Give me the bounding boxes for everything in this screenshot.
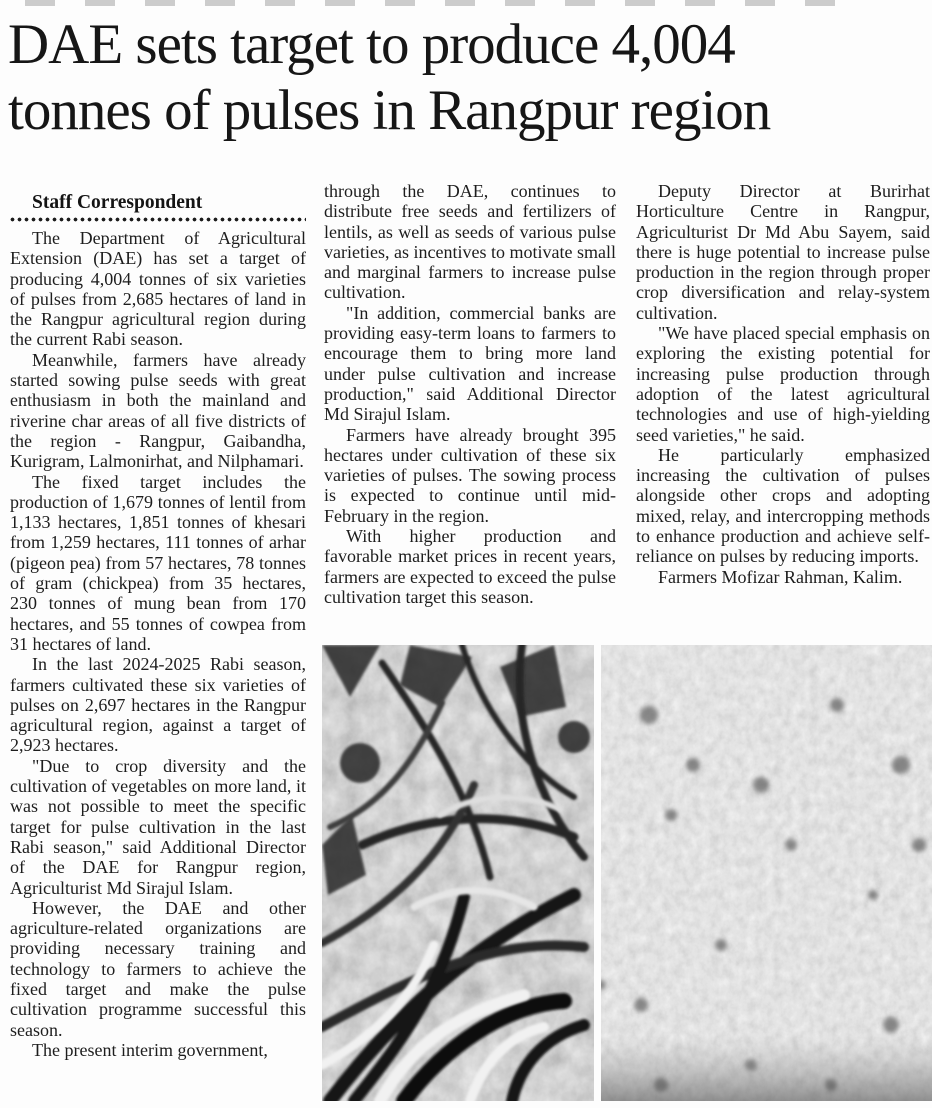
paragraph: "Due to crop diversity and the cultivation of vegetables on more land, it was not possible to meet the specific target for pulse cultivation in the last Rabi season," said Additional Director of the DAE for Rangpur region, Agriculturist Md Sirajul Islam.	[10, 755, 306, 898]
column-1	[10, 192, 306, 1060]
headline-line-1: DAE sets target to produce 4,004	[8, 13, 735, 76]
paragraph: He particularly emphasized increasing the cultivation of pulses alongside other crops and adopting mixed, relay, and intercropping methods to enhance production and achieve self-reliance on pulses by reducing imports.	[636, 444, 930, 567]
paragraph: Deputy Director at Burirhat Horticulture Centre in Rangpur, Agriculturist Dr Md Abu Sayem, said there is huge potential to increase pulse production in the region through proper crop diversification and relay-system cultivation.	[636, 181, 930, 323]
byline-dotted-rule	[10, 217, 306, 222]
paragraph: "We have placed special emphasis on exploring the existing potential for increasing pulse production through adoption of the latest agricultural technologies and use of high-yielding seed varieties," he said.	[636, 323, 930, 445]
byline: Staff Correspondent	[32, 192, 203, 213]
paragraph: The fixed target includes the production of 1,679 tonnes of lentil from 1,133 hectares, 1,851 tonnes of khesari from 1,259 hectares, 111 tonnes of arhar (pigeon pea) from 57 hectares, 78 tonnes of gram (chickpea) from 35 hectares, 230 tonnes of mung bean from 170 hectares, and 55 tonnes of cowpea from 31 hectares of land.	[10, 471, 306, 654]
paragraph: However, the DAE and other agriculture-related organizations are providing necessary training and technology to farmers to achieve the fixed target and make the pulse cultivation programme successful this season.	[10, 897, 306, 1040]
headline	[8, 12, 926, 144]
paragraph: Meanwhile, farmers have already started sowing pulse seeds with great enthusiasm in both the mainland and riverine char areas of all five districts of the region - Rangpur, Gaibandha, Kurigram, Lalmonirhat, and Nilphamari.	[10, 349, 306, 472]
pulse-field-photo	[601, 645, 932, 1101]
paragraph: through the DAE, continues to distribute free seeds and fertilizers of lentils, as well as seeds of various pulse varieties, as incentives to motivate small and marginal farmers to increase pulse cultivation.	[324, 181, 616, 303]
paragraph: The present interim government,	[32, 1039, 268, 1060]
paragraph: With higher production and favorable market prices in recent years, farmers are expected to exceed the pulse cultivation target this season.	[324, 526, 616, 607]
column-3	[636, 181, 930, 587]
pulse-pods-photo	[322, 645, 594, 1101]
headline-line-2: tonnes of pulses in Rangpur region	[8, 79, 771, 142]
paragraph: Farmers have already brought 395 hectares under cultivation of these six varieties of pulses. The sowing process is expected to continue until mid-February in the region.	[324, 424, 616, 526]
paragraph: The Department of Agricultural Extension (DAE) has set a target of producing 4,004 tonnes of six varieties of pulses from 2,685 hectares of land in the Rangpur agricultural region during the current Rabi season.	[10, 228, 306, 350]
paragraph: "In addition, commercial banks are providing easy-term loans to farmers to encourage them to bring more land under pulse cultivation and increase production," said Additional Director Md Sirajul Islam.	[324, 302, 616, 425]
paragraph: In the last 2024-2025 Rabi season, farmers cultivated these six varieties of pulses on 2,697 hectares in the Rangpur agricultural region, against a target of 2,923 hectares.	[10, 654, 306, 756]
cropped-text-remnant	[25, 0, 860, 6]
paragraph: Farmers Mofizar Rahman, Kalim.	[658, 566, 903, 587]
column-2	[324, 181, 616, 607]
